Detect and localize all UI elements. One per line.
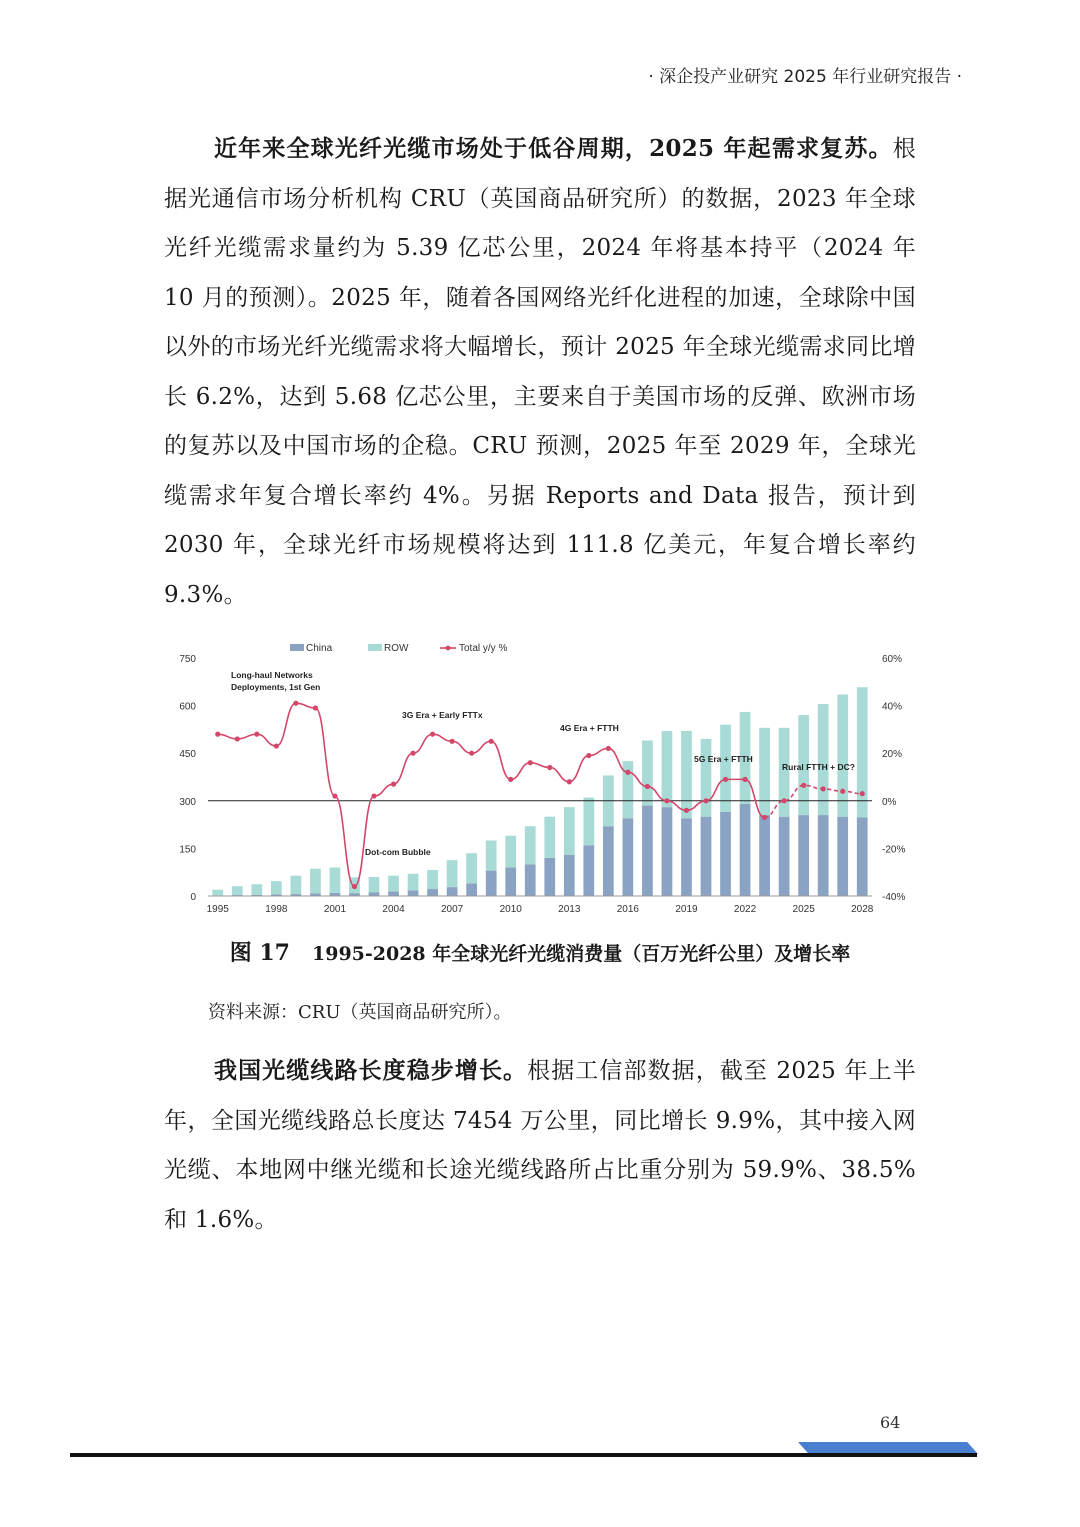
x-tick-label: 2010: [499, 904, 522, 915]
x-tick-label: 2007: [440, 904, 464, 915]
bar-row: [681, 731, 692, 818]
growth-point: [215, 732, 220, 737]
bar-row: [564, 807, 575, 855]
x-tick-label: 2013: [558, 904, 581, 915]
legend-swatch: [290, 644, 304, 651]
right-tick-label: 0%: [882, 796, 897, 808]
bar-row: [427, 870, 438, 889]
bar-row: [662, 731, 673, 807]
paragraph-lead: 我国光缆线路长度稳步增长。: [214, 1057, 528, 1084]
left-axis: [179, 654, 196, 903]
left-tick-label: 600: [179, 701, 196, 713]
growth-point: [410, 751, 415, 756]
footer-rule: [70, 1453, 977, 1457]
growth-point: [332, 793, 337, 798]
x-tick-label: 2022: [733, 904, 757, 915]
growth-point: [567, 779, 572, 784]
chart-annotation: Deployments, 1st Gen: [231, 682, 321, 692]
legend-label: China: [306, 643, 333, 654]
bar-row: [583, 798, 594, 846]
growth-point: [821, 786, 826, 791]
bar-row: [525, 826, 536, 864]
growth-point: [860, 791, 865, 796]
growth-point: [430, 732, 435, 737]
x-tick-label: 2025: [792, 904, 815, 915]
legend-swatch-dot: [446, 646, 451, 651]
right-tick-label: -40%: [882, 892, 906, 903]
bar-china: [466, 883, 477, 896]
figure-source: 资料来源：CRU（英国商品研究所）。: [208, 1002, 512, 1023]
bar-china: [857, 817, 868, 896]
bar-row: [466, 853, 477, 883]
bar-china: [544, 858, 555, 896]
right-tick-label: 20%: [882, 749, 903, 761]
right-tick-label: -20%: [882, 844, 906, 856]
bar-china: [505, 867, 516, 896]
bar-row: [251, 884, 262, 894]
growth-point: [489, 739, 494, 744]
x-tick-label: 2016: [616, 904, 640, 915]
bar-series: [212, 687, 867, 896]
bar-row: [447, 860, 458, 887]
x-tick-label: 2004: [382, 904, 405, 915]
bar-china: [388, 892, 399, 896]
legend-label: Total y/y %: [459, 643, 508, 654]
zero-line: [208, 801, 872, 896]
left-tick-label: 750: [179, 654, 196, 665]
bar-china: [564, 855, 575, 896]
bar-china: [720, 812, 731, 896]
x-tick-label: 2001: [323, 904, 347, 915]
chart-annotation: Dot-com Bubble: [365, 847, 431, 857]
paragraph-lead: 近年来全球光纤光缆市场处于低谷周期，2025 年起需求复苏。: [214, 135, 893, 162]
bar-row: [505, 836, 516, 868]
legend-label: ROW: [384, 643, 409, 654]
growth-point: [703, 798, 708, 803]
growth-point: [352, 884, 357, 889]
right-tick-label: 40%: [882, 701, 903, 713]
left-tick-label: 0: [190, 892, 196, 903]
growth-point: [723, 777, 728, 782]
growth-point: [313, 705, 318, 710]
chart-annotation: 3G Era + Early FTTx: [402, 710, 483, 720]
x-tick-label: 1998: [265, 904, 288, 915]
growth-point: [782, 798, 787, 803]
growth-point: [391, 782, 396, 787]
bar-china: [798, 815, 809, 896]
paragraph-body: 根据工信部数据，截至 2025 年上半年，全国光缆线路总长度达 7454 万公里，同比增长 9.9%，其中接入网光缆、本地网中继光缆和长途光缆线路所占比重分别为 59.9%、38.5%和 1.6%。: [164, 1058, 916, 1233]
bar-row: [232, 886, 243, 895]
growth-point: [664, 798, 669, 803]
fiber-consumption-chart: [172, 636, 912, 926]
growth-point: [469, 751, 474, 756]
left-tick-label: 150: [179, 844, 196, 856]
right-axis: [882, 654, 905, 903]
growth-point: [254, 732, 259, 737]
bar-china: [818, 815, 829, 896]
bar-row: [271, 881, 282, 894]
paragraph-body: 根据光通信市场分析机构 CRU（英国商品研究所）的数据，2023 年全球光纤光缆需求量约为 5.39 亿芯公里，2024 年将基本持平（2024 年 10 月的预测）。2025 年，随着各国网络光纤化进程的加速，全球除中国以外的市场光纤光缆需求将大幅增长，预计 2025 年全球光缆需求同比增长 6.2%，达到 5.68 亿芯公里，主要来自于美国市场的反弹、欧洲市场的复苏以及中国市场的企稳。CRU 预测，2025 年至 2029 年，全球光缆需求年复合增长率约 4%。另据 Reports and Data 报告，预计到 2030 年，全球光纤市场规模将达到 111.8 亿美元，年复合增长率约 9.3%。: [164, 136, 916, 608]
growth-point: [762, 815, 767, 820]
growth-point: [645, 784, 650, 789]
bar-china: [603, 826, 614, 896]
right-tick-label: 60%: [882, 654, 903, 665]
bar-china: [583, 845, 594, 896]
growth-point: [625, 770, 630, 775]
growth-point: [586, 753, 591, 758]
bar-china: [447, 887, 458, 896]
bar-row: [837, 694, 848, 816]
x-tick-label: 2019: [675, 904, 698, 915]
bar-china: [662, 807, 673, 896]
growth-point: [840, 789, 845, 794]
chart-annotation: Rural FTTH + DC?: [782, 762, 855, 772]
paragraph-market-cycle: [164, 124, 916, 620]
left-tick-label: 450: [179, 749, 196, 761]
bar-row: [212, 890, 223, 896]
growth-point: [274, 743, 279, 748]
bar-china: [681, 818, 692, 896]
bar-row: [408, 874, 419, 891]
bar-row: [857, 687, 868, 817]
growth-point: [528, 760, 533, 765]
figure-title: 1995-2028 年全球光纤光缆消费量（百万光纤公里）及增长率: [312, 943, 851, 965]
bar-row: [310, 869, 321, 894]
bar-china: [486, 871, 497, 896]
chart-annotation: 4G Era + FTTH: [560, 723, 619, 733]
bar-row: [388, 876, 399, 892]
growth-point: [450, 739, 455, 744]
growth-point: [606, 746, 611, 751]
growth-point: [742, 777, 747, 782]
figure-number: 图 17: [229, 940, 290, 966]
bar-china: [525, 864, 536, 896]
chart-annotation: Long-haul Networks: [231, 670, 313, 680]
report-header: · 深企投产业研究 2025 年行业研究报告 ·: [648, 67, 962, 87]
growth-point: [293, 701, 298, 706]
bar-china: [427, 889, 438, 896]
growth-point: [801, 783, 806, 788]
growth-point: [235, 736, 240, 741]
growth-point: [371, 793, 376, 798]
left-tick-label: 300: [179, 796, 196, 808]
chart-annotation: 5G Era + FTTH: [694, 754, 753, 764]
bar-china: [623, 818, 634, 896]
page-number: 64: [880, 1413, 901, 1432]
bar-china: [837, 817, 848, 896]
legend-swatch: [368, 644, 382, 651]
bar-row: [701, 739, 712, 817]
bar-row: [759, 728, 770, 815]
bar-row: [369, 877, 380, 892]
bar-row: [330, 867, 341, 892]
bar-china: [642, 806, 653, 896]
bar-row: [720, 725, 731, 812]
bar-row: [486, 840, 497, 870]
bar-china: [701, 817, 712, 896]
figure-caption: [0, 936, 1080, 967]
bar-china: [740, 804, 751, 896]
paragraph-cable-length: [164, 1046, 916, 1245]
chart-legend: [290, 643, 507, 654]
x-axis: [207, 904, 874, 915]
x-tick-label: 2028: [851, 904, 874, 915]
x-tick-label: 1995: [206, 904, 229, 915]
bar-china: [779, 817, 790, 896]
bar-row: [291, 876, 302, 894]
growth-point: [508, 777, 513, 782]
bar-china: [408, 890, 419, 896]
bar-row: [544, 817, 555, 858]
growth-point: [547, 765, 552, 770]
bar-china: [759, 815, 770, 896]
bar-china: [369, 892, 380, 896]
bar-row: [818, 704, 829, 815]
growth-point: [684, 808, 689, 813]
bar-row: [642, 741, 653, 806]
